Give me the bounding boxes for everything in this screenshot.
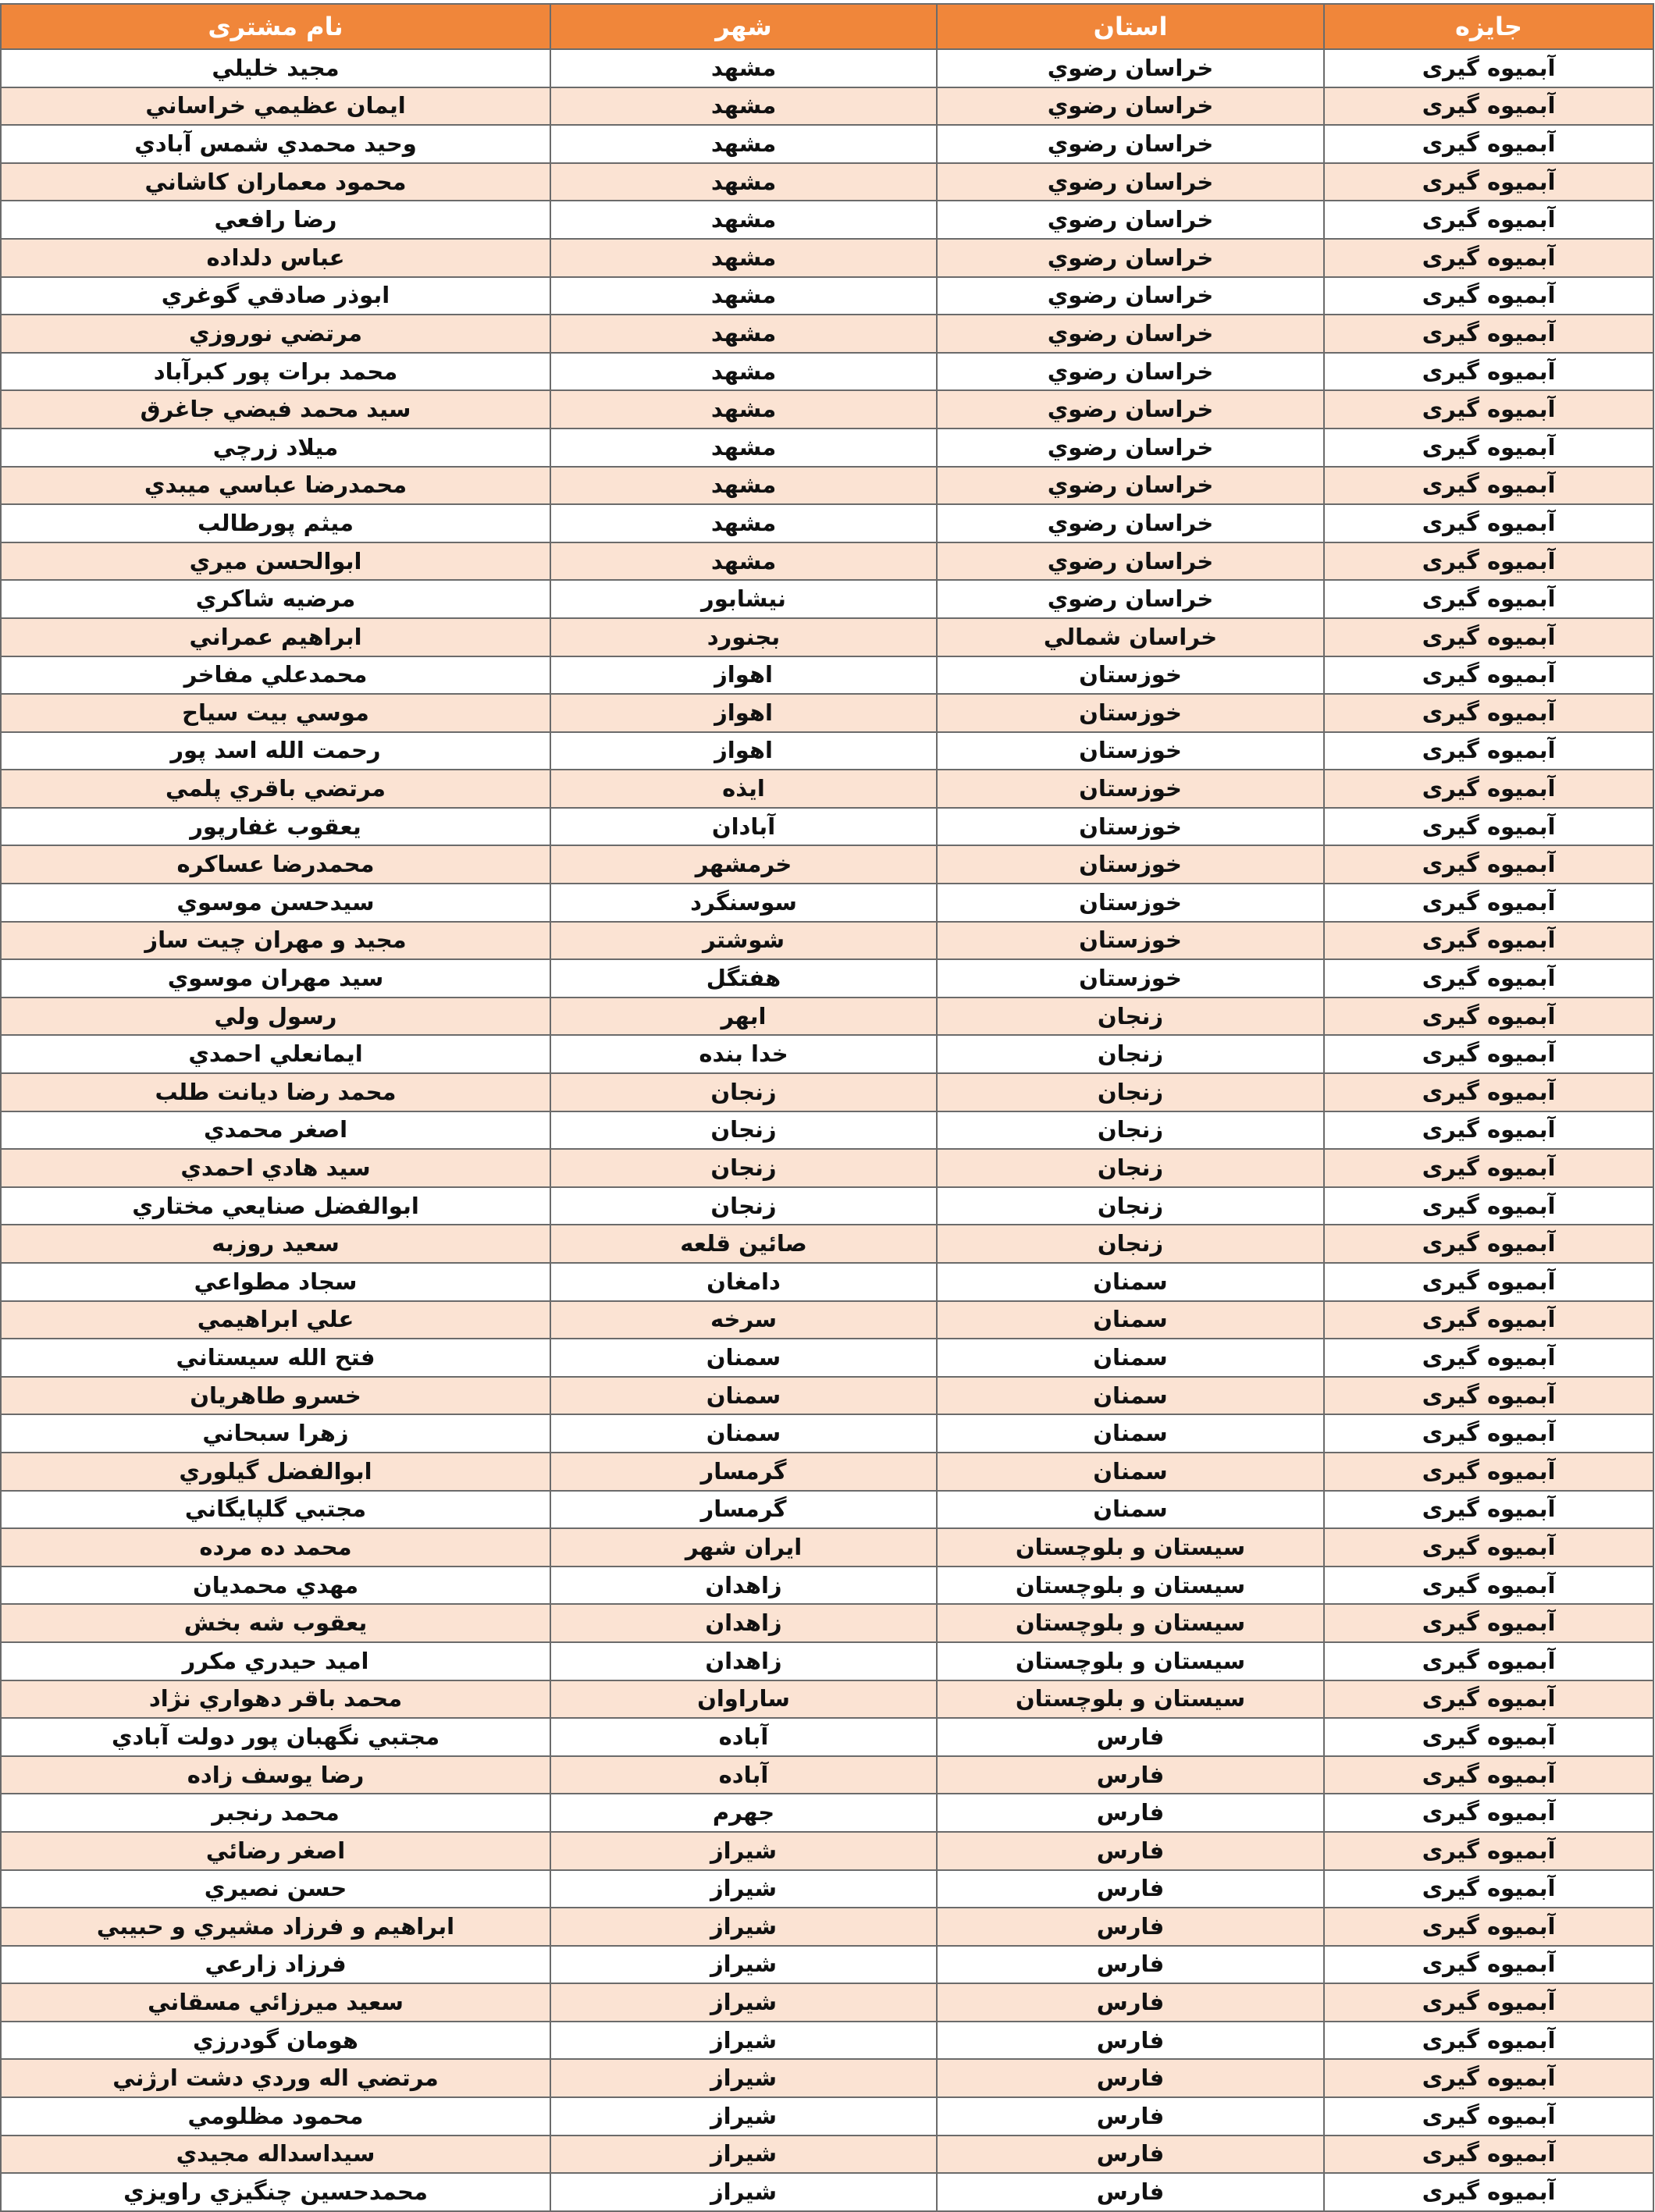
table-row: [1, 315, 1653, 353]
cell-customer: مرتضي نوروزي: [1, 315, 550, 353]
cell-prize: آبمیوه گیری: [1324, 315, 1653, 353]
cell-province: فارس: [937, 2097, 1324, 2136]
cell-prize: آبمیوه گیری: [1324, 1756, 1653, 1794]
cell-city: مشهد: [550, 504, 937, 542]
cell-customer: محمدعلي مفاخر: [1, 656, 550, 695]
table-row: [1, 201, 1653, 239]
table-body: [1, 49, 1653, 2211]
table-row: [1, 1528, 1653, 1567]
cell-city: ايذه: [550, 770, 937, 808]
cell-customer: ميلاد زرچي: [1, 429, 550, 467]
cell-customer: يعقوب شه بخش: [1, 1604, 550, 1642]
table-row: [1, 1567, 1653, 1605]
table-row: [1, 1794, 1653, 1832]
cell-prize: آبمیوه گیری: [1324, 1111, 1653, 1150]
table-row: [1, 1832, 1653, 1870]
table-row: [1, 1225, 1653, 1263]
cell-customer: سجاد مطواعي: [1, 1263, 550, 1301]
cell-prize: آبمیوه گیری: [1324, 1870, 1653, 1908]
cell-customer: مجيد و مهران چيت ساز: [1, 922, 550, 960]
cell-city: بجنورد: [550, 618, 937, 656]
cell-customer: رضا رافعي: [1, 201, 550, 239]
table-row: [1, 1073, 1653, 1111]
cell-prize: آبمیوه گیری: [1324, 429, 1653, 467]
cell-province: سيستان و بلوچستان: [937, 1680, 1324, 1719]
table-row: [1, 467, 1653, 505]
cell-prize: آبمیوه گیری: [1324, 732, 1653, 770]
table-row: [1, 770, 1653, 808]
cell-customer: وحيد محمدي شمس آبادي: [1, 125, 550, 163]
cell-prize: آبمیوه گیری: [1324, 656, 1653, 695]
table-row: [1, 580, 1653, 618]
table-row: [1, 1604, 1653, 1642]
cell-customer: محمد رنجبر: [1, 1794, 550, 1832]
cell-province: سمنان: [937, 1453, 1324, 1491]
cell-customer: ايمان عظيمي خراساني: [1, 87, 550, 126]
table-row: [1, 1149, 1653, 1187]
cell-customer: اميد حيدري مكرر: [1, 1642, 550, 1680]
cell-customer: ابوذر صادقي گوغري: [1, 277, 550, 315]
table-row: [1, 1642, 1653, 1680]
cell-prize: آبمیوه گیری: [1324, 845, 1653, 884]
cell-customer: خسرو طاهريان: [1, 1377, 550, 1415]
cell-prize: آبمیوه گیری: [1324, 884, 1653, 922]
cell-province: زنجان: [937, 998, 1324, 1036]
cell-customer: ايمانعلي احمدي: [1, 1035, 550, 1073]
cell-prize: آبمیوه گیری: [1324, 998, 1653, 1036]
cell-prize: آبمیوه گیری: [1324, 390, 1653, 429]
cell-prize: آبمیوه گیری: [1324, 542, 1653, 581]
cell-province: فارس: [937, 1718, 1324, 1756]
cell-prize: آبمیوه گیری: [1324, 1832, 1653, 1870]
cell-city: جهرم: [550, 1794, 937, 1832]
cell-prize: آبمیوه گیری: [1324, 2022, 1653, 2060]
cell-province: سمنان: [937, 1414, 1324, 1453]
cell-customer: محمد باقر دهواري نژاد: [1, 1680, 550, 1719]
table-row: [1, 49, 1653, 87]
cell-prize: آبمیوه گیری: [1324, 2136, 1653, 2174]
cell-city: گرمسار: [550, 1491, 937, 1529]
cell-province: خوزستان: [937, 959, 1324, 998]
table-row: [1, 542, 1653, 581]
cell-province: خراسان رضوي: [937, 239, 1324, 277]
table-row: [1, 87, 1653, 126]
cell-province: فارس: [937, 2022, 1324, 2060]
cell-city: شيراز: [550, 2059, 937, 2097]
cell-city: مشهد: [550, 239, 937, 277]
table-row: [1, 1301, 1653, 1339]
table-row: [1, 1491, 1653, 1529]
cell-customer: مرضيه شاكري: [1, 580, 550, 618]
cell-city: خدا بنده: [550, 1035, 937, 1073]
cell-city: شيراز: [550, 1946, 937, 1984]
cell-prize: آبمیوه گیری: [1324, 163, 1653, 201]
cell-province: زنجان: [937, 1111, 1324, 1150]
cell-customer: ابوالفضل صنايعي مختاري: [1, 1187, 550, 1225]
cell-province: خوزستان: [937, 922, 1324, 960]
cell-customer: ابراهيم و فرزاد مشيري و حبيبي: [1, 1908, 550, 1946]
cell-province: خوزستان: [937, 845, 1324, 884]
cell-province: سيستان و بلوچستان: [937, 1528, 1324, 1567]
cell-city: مشهد: [550, 163, 937, 201]
cell-prize: آبمیوه گیری: [1324, 959, 1653, 998]
cell-prize: آبمیوه گیری: [1324, 1983, 1653, 2022]
cell-province: خراسان رضوي: [937, 163, 1324, 201]
table-row: [1, 732, 1653, 770]
cell-prize: آبمیوه گیری: [1324, 2173, 1653, 2211]
cell-customer: يعقوب غفارپور: [1, 808, 550, 846]
cell-city: شيراز: [550, 2022, 937, 2060]
cell-customer: اصغر محمدي: [1, 1111, 550, 1150]
table-header: [1, 4, 1653, 49]
cell-city: مشهد: [550, 390, 937, 429]
cell-prize: آبمیوه گیری: [1324, 618, 1653, 656]
cell-city: زنجان: [550, 1073, 937, 1111]
table-row: [1, 239, 1653, 277]
table-row: [1, 998, 1653, 1036]
cell-customer: سيد هادي احمدي: [1, 1149, 550, 1187]
cell-province: خراسان رضوي: [937, 542, 1324, 581]
cell-province: خوزستان: [937, 884, 1324, 922]
cell-province: فارس: [937, 1946, 1324, 1984]
cell-customer: سيد محمد فيضي جاغرق: [1, 390, 550, 429]
table-row: [1, 2136, 1653, 2174]
cell-city: زاهدان: [550, 1604, 937, 1642]
cell-prize: آبمیوه گیری: [1324, 922, 1653, 960]
cell-prize: آبمیوه گیری: [1324, 1035, 1653, 1073]
cell-city: شيراز: [550, 1983, 937, 2022]
cell-customer: مرتضي باقري پلمي: [1, 770, 550, 808]
table-row: [1, 125, 1653, 163]
cell-city: مشهد: [550, 353, 937, 391]
cell-province: خراسان رضوي: [937, 580, 1324, 618]
cell-prize: آبمیوه گیری: [1324, 201, 1653, 239]
cell-prize: آبمیوه گیری: [1324, 1908, 1653, 1946]
header-prize: جایزه: [1324, 4, 1653, 49]
cell-city: شوشتر: [550, 922, 937, 960]
cell-province: زنجان: [937, 1035, 1324, 1073]
cell-customer: علي ابراهيمي: [1, 1301, 550, 1339]
cell-province: خراسان شمالي: [937, 618, 1324, 656]
cell-prize: آبمیوه گیری: [1324, 1073, 1653, 1111]
cell-prize: آبمیوه گیری: [1324, 1946, 1653, 1984]
cell-prize: آبمیوه گیری: [1324, 808, 1653, 846]
cell-prize: آبمیوه گیری: [1324, 1149, 1653, 1187]
table-row: [1, 1946, 1653, 1984]
cell-province: خوزستان: [937, 694, 1324, 732]
cell-province: فارس: [937, 1832, 1324, 1870]
table-row: [1, 618, 1653, 656]
cell-prize: آبمیوه گیری: [1324, 2097, 1653, 2136]
cell-city: شيراز: [550, 2136, 937, 2174]
cell-customer: عباس دلداده: [1, 239, 550, 277]
table-row: [1, 2022, 1653, 2060]
cell-customer: مهدي محمديان: [1, 1567, 550, 1605]
cell-city: آباده: [550, 1718, 937, 1756]
cell-city: ابهر: [550, 998, 937, 1036]
table-row: [1, 1414, 1653, 1453]
cell-city: شيراز: [550, 1870, 937, 1908]
cell-province: خراسان رضوي: [937, 429, 1324, 467]
cell-province: خراسان رضوي: [937, 49, 1324, 87]
table-row: [1, 2059, 1653, 2097]
cell-prize: آبمیوه گیری: [1324, 694, 1653, 732]
cell-city: صائين قلعه: [550, 1225, 937, 1263]
cell-city: زنجان: [550, 1111, 937, 1150]
table-row: [1, 694, 1653, 732]
cell-prize: آبمیوه گیری: [1324, 1263, 1653, 1301]
cell-city: آبادان: [550, 808, 937, 846]
table-row: [1, 884, 1653, 922]
table-row: [1, 504, 1653, 542]
cell-city: آباده: [550, 1756, 937, 1794]
cell-customer: محمد رضا ديانت طلب: [1, 1073, 550, 1111]
cell-prize: آبمیوه گیری: [1324, 1642, 1653, 1680]
cell-prize: آبمیوه گیری: [1324, 1453, 1653, 1491]
cell-customer: محمد برات پور كبرآباد: [1, 353, 550, 391]
cell-province: فارس: [937, 1983, 1324, 2022]
cell-customer: زهرا سبحاني: [1, 1414, 550, 1453]
table-row: [1, 390, 1653, 429]
cell-province: خراسان رضوي: [937, 390, 1324, 429]
cell-prize: آبمیوه گیری: [1324, 353, 1653, 391]
cell-customer: فتح الله سيستاني: [1, 1339, 550, 1377]
cell-customer: رضا يوسف زاده: [1, 1756, 550, 1794]
cell-customer: سعيد ميرزائي مسقاني: [1, 1983, 550, 2022]
cell-city: اهواز: [550, 732, 937, 770]
cell-customer: محمد ده مرده: [1, 1528, 550, 1567]
cell-city: سرخه: [550, 1301, 937, 1339]
cell-city: مشهد: [550, 277, 937, 315]
cell-province: سيستان و بلوچستان: [937, 1567, 1324, 1605]
cell-customer: مجتبي گلپايگاني: [1, 1491, 550, 1529]
cell-province: خوزستان: [937, 808, 1324, 846]
cell-prize: آبمیوه گیری: [1324, 1567, 1653, 1605]
cell-province: زنجان: [937, 1187, 1324, 1225]
table-row: [1, 1377, 1653, 1415]
cell-city: مشهد: [550, 201, 937, 239]
cell-prize: آبمیوه گیری: [1324, 49, 1653, 87]
cell-customer: رحمت الله اسد پور: [1, 732, 550, 770]
cell-city: خرمشهر: [550, 845, 937, 884]
cell-province: سمنان: [937, 1377, 1324, 1415]
cell-city: شيراز: [550, 2173, 937, 2211]
table-row: [1, 1718, 1653, 1756]
table-row: [1, 1035, 1653, 1073]
cell-customer: ميثم پورطالب: [1, 504, 550, 542]
table-row: [1, 1263, 1653, 1301]
cell-customer: مجتبي نگهبان پور دولت آبادي: [1, 1718, 550, 1756]
cell-prize: آبمیوه گیری: [1324, 87, 1653, 126]
cell-customer: محمود مظلومي: [1, 2097, 550, 2136]
cell-city: ساراوان: [550, 1680, 937, 1719]
cell-prize: آبمیوه گیری: [1324, 770, 1653, 808]
cell-city: هفتگل: [550, 959, 937, 998]
table-row: [1, 1680, 1653, 1719]
cell-province: سيستان و بلوچستان: [937, 1604, 1324, 1642]
cell-prize: آبمیوه گیری: [1324, 1604, 1653, 1642]
cell-customer: موسي بيت سياح: [1, 694, 550, 732]
cell-prize: آبمیوه گیری: [1324, 467, 1653, 505]
cell-prize: آبمیوه گیری: [1324, 1301, 1653, 1339]
cell-prize: آبمیوه گیری: [1324, 1187, 1653, 1225]
cell-province: فارس: [937, 1870, 1324, 1908]
cell-city: زاهدان: [550, 1642, 937, 1680]
cell-city: مشهد: [550, 315, 937, 353]
cell-city: مشهد: [550, 49, 937, 87]
header-customer: نام مشتری: [1, 4, 550, 49]
cell-prize: آبمیوه گیری: [1324, 1225, 1653, 1263]
cell-customer: سعيد روزبه: [1, 1225, 550, 1263]
table-row: [1, 2097, 1653, 2136]
cell-city: سمنان: [550, 1339, 937, 1377]
table-row: [1, 1908, 1653, 1946]
cell-customer: سيدحسن موسوي: [1, 884, 550, 922]
cell-city: اهواز: [550, 656, 937, 695]
cell-customer: سيداسداله مجيدي: [1, 2136, 550, 2174]
table-row: [1, 845, 1653, 884]
cell-city: زاهدان: [550, 1567, 937, 1605]
table-row: [1, 353, 1653, 391]
cell-province: خراسان رضوي: [937, 277, 1324, 315]
table-row: [1, 277, 1653, 315]
cell-city: مشهد: [550, 87, 937, 126]
table-row: [1, 1187, 1653, 1225]
cell-city: مشهد: [550, 125, 937, 163]
cell-province: خوزستان: [937, 770, 1324, 808]
cell-prize: آبمیوه گیری: [1324, 1339, 1653, 1377]
cell-province: خراسان رضوي: [937, 315, 1324, 353]
cell-prize: آبمیوه گیری: [1324, 580, 1653, 618]
cell-customer: حسن نصيري: [1, 1870, 550, 1908]
cell-province: زنجان: [937, 1149, 1324, 1187]
cell-customer: رسول ولي: [1, 998, 550, 1036]
table-row: [1, 808, 1653, 846]
cell-province: خراسان رضوي: [937, 504, 1324, 542]
cell-city: سمنان: [550, 1414, 937, 1453]
cell-province: خراسان رضوي: [937, 201, 1324, 239]
cell-prize: آبمیوه گیری: [1324, 2059, 1653, 2097]
cell-province: فارس: [937, 2059, 1324, 2097]
cell-city: شيراز: [550, 1832, 937, 1870]
cell-prize: آبمیوه گیری: [1324, 239, 1653, 277]
cell-province: خوزستان: [937, 732, 1324, 770]
cell-customer: محمود معماران كاشاني: [1, 163, 550, 201]
table-row: [1, 656, 1653, 695]
cell-prize: آبمیوه گیری: [1324, 1528, 1653, 1567]
header-city: شهر: [550, 4, 937, 49]
winners-table: [0, 3, 1654, 2212]
table-row: [1, 163, 1653, 201]
cell-city: شيراز: [550, 2097, 937, 2136]
cell-province: فارس: [937, 2136, 1324, 2174]
table-row: [1, 1453, 1653, 1491]
cell-province: سيستان و بلوچستان: [937, 1642, 1324, 1680]
cell-customer: محمدحسين چنگيزي راويزي: [1, 2173, 550, 2211]
cell-customer: ابوالفضل گيلوري: [1, 1453, 550, 1491]
cell-province: خوزستان: [937, 656, 1324, 695]
cell-customer: ابراهيم عمراني: [1, 618, 550, 656]
cell-city: مشهد: [550, 542, 937, 581]
table-row: [1, 1870, 1653, 1908]
cell-city: زنجان: [550, 1187, 937, 1225]
cell-city: مشهد: [550, 467, 937, 505]
cell-prize: آبمیوه گیری: [1324, 504, 1653, 542]
cell-city: زنجان: [550, 1149, 937, 1187]
cell-province: سمنان: [937, 1301, 1324, 1339]
header-province: استان: [937, 4, 1324, 49]
cell-province: زنجان: [937, 1073, 1324, 1111]
table-row: [1, 429, 1653, 467]
cell-prize: آبمیوه گیری: [1324, 1680, 1653, 1719]
cell-prize: آبمیوه گیری: [1324, 125, 1653, 163]
cell-customer: مجيد خليلي: [1, 49, 550, 87]
cell-customer: هومان گودرزي: [1, 2022, 550, 2060]
cell-province: فارس: [937, 2173, 1324, 2211]
cell-prize: آبمیوه گیری: [1324, 1491, 1653, 1529]
cell-province: سمنان: [937, 1339, 1324, 1377]
cell-customer: فرزاد زارعي: [1, 1946, 550, 1984]
cell-city: اهواز: [550, 694, 937, 732]
cell-city: سوسنگرد: [550, 884, 937, 922]
cell-city: مشهد: [550, 429, 937, 467]
cell-prize: آبمیوه گیری: [1324, 277, 1653, 315]
header-row: [1, 4, 1653, 49]
cell-prize: آبمیوه گیری: [1324, 1377, 1653, 1415]
cell-customer: محمدرضا عباسي ميبدي: [1, 467, 550, 505]
cell-prize: آبمیوه گیری: [1324, 1718, 1653, 1756]
cell-prize: آبمیوه گیری: [1324, 1794, 1653, 1832]
cell-province: فارس: [937, 1908, 1324, 1946]
cell-customer: محمدرضا عساكره: [1, 845, 550, 884]
cell-province: فارس: [937, 1794, 1324, 1832]
table-row: [1, 1111, 1653, 1150]
cell-province: سمنان: [937, 1263, 1324, 1301]
cell-city: سمنان: [550, 1377, 937, 1415]
cell-customer: مرتضي اله وردي دشت ارژني: [1, 2059, 550, 2097]
table-row: [1, 1339, 1653, 1377]
table-row: [1, 922, 1653, 960]
cell-province: خراسان رضوي: [937, 353, 1324, 391]
cell-city: دامغان: [550, 1263, 937, 1301]
cell-province: سمنان: [937, 1491, 1324, 1529]
cell-customer: ابوالحسن ميري: [1, 542, 550, 581]
cell-city: شيراز: [550, 1908, 937, 1946]
cell-city: گرمسار: [550, 1453, 937, 1491]
cell-city: نيشابور: [550, 580, 937, 618]
cell-province: خراسان رضوي: [937, 87, 1324, 126]
cell-province: خراسان رضوي: [937, 467, 1324, 505]
cell-province: فارس: [937, 1756, 1324, 1794]
table-row: [1, 1756, 1653, 1794]
cell-city: ايران شهر: [550, 1528, 937, 1567]
table-row: [1, 959, 1653, 998]
cell-province: زنجان: [937, 1225, 1324, 1263]
cell-customer: سيد مهران موسوي: [1, 959, 550, 998]
cell-prize: آبمیوه گیری: [1324, 1414, 1653, 1453]
table-row: [1, 1983, 1653, 2022]
cell-province: خراسان رضوي: [937, 125, 1324, 163]
cell-customer: اصغر رضائي: [1, 1832, 550, 1870]
